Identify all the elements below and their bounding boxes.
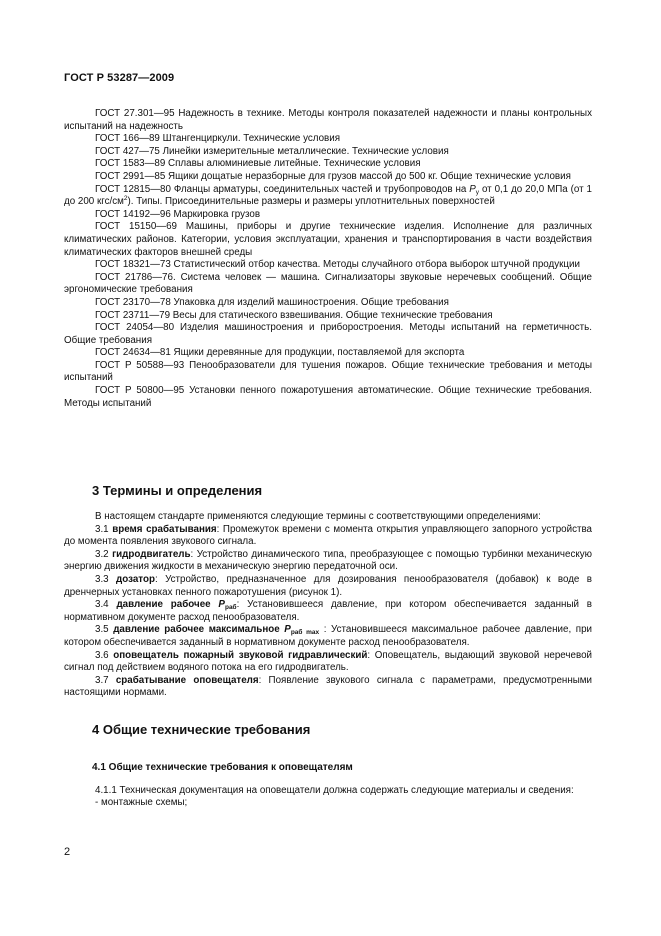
- term-definition: 3.5 давление рабочее максимальное $P_{раб max}$ : Установившееся максимальное рабочее давление, при котором обеспечивается заданный в нормативном документе расход пенообразователя.: [64, 624, 592, 648]
- paragraph: 4.1.1 Техническая документация на оповещатели должна содержать следующие материалы и сведения:: [95, 784, 574, 796]
- reference-item: ГОСТ 23170—78 Упаковка для изделий машиностроения. Общие требования: [95, 296, 449, 308]
- page-number: 2: [64, 846, 71, 858]
- term-definition: 3.6 оповещатель пожарный звуковой гидравлический: Оповещатель, выдающий звуковой неречевой сигнал под действием водяного потока на его гидродвигатель.: [64, 649, 592, 674]
- section-title: 3 Термины и определения: [92, 483, 263, 498]
- reference-item: ГОСТ 18321—73 Статистический отбор качества. Методы случайного отбора выборок штучной продукции: [95, 259, 580, 271]
- section-title: 4 Общие технические требования: [92, 722, 311, 737]
- section-3: [64, 483, 592, 700]
- reference-item: ГОСТ Р 50800—95 Установки пенного пожаротушения автоматические. Общие технические требования. Методы испытаний: [64, 385, 592, 409]
- reference-item: ГОСТ 24634—81 Ящики деревянные для продукции, поставляемой для экспорта: [95, 347, 465, 359]
- section-intro: В настоящем стандарте применяются следующие термины с соответствующими определениями:: [95, 511, 541, 522]
- document-header: ГОСТ Р 53287—2009: [64, 72, 175, 84]
- term-definition: 3.2 гидродвигатель: Устройство динамического типа, преобразующее с помощью турбинки механическую энергию движения жидкости в механическую энергию передаточной оси.: [64, 548, 593, 573]
- reference-item: ГОСТ 12815—80 Фланцы арматуры, соединительных частей и трубопроводов на $P_у$ от 0,1 до 20,0 МПа (от 1 до 200 кгс/$см^2$). Типы. Присоединительные размеры и размеры уплотнительных поверхностей: [64, 183, 592, 208]
- reference-item: ГОСТ 24054—80 Изделия машиностроения и приборостроения. Методы испытаний на герметичность. Общие требования: [64, 322, 592, 346]
- subsection-title: 4.1 Общие технические требования к оповещателям: [92, 762, 353, 773]
- term-definition: 3.3 дозатор: Устройство, предназначенное для дозирования пенообразователя (добавок) к воде в дренчерных установках пенного пожаротушения (рисунок 1).: [64, 573, 592, 598]
- normative-references: [64, 108, 592, 410]
- reference-item: ГОСТ 14192—96 Маркировка грузов: [95, 208, 261, 220]
- reference-item: ГОСТ 27.301—95 Надежность в технике. Методы контроля показателей надежности и планы контрольных испытаний на надежность: [64, 108, 592, 132]
- reference-item: ГОСТ 2991—85 Ящики дощатые неразборные для грузов массой до 500 кг. Общие технические условия: [95, 170, 571, 182]
- reference-item: ГОСТ 23711—79 Весы для статического взвешивания. Общие технические требования: [95, 309, 493, 321]
- reference-item: ГОСТ 427—75 Линейки измерительные металлические. Технические условия: [95, 145, 449, 157]
- reference-item: ГОСТ Р 50588—93 Пенообразователи для тушения пожаров. Общие технические требования и методы испытаний: [64, 359, 592, 384]
- reference-item: ГОСТ 21786—76. Система человек — машина. Сигнализаторы звуковые неречевых сообщений. Общие эргономические требования: [64, 271, 592, 296]
- term-definition: 3.1 время срабатывания: Промежуток времени с момента открытия управляющего запорного устройства до момента появления звукового сигнала.: [64, 523, 592, 548]
- reference-item: ГОСТ 15150—69 Машины, приборы и другие технические изделия. Исполнение для различных климатических районов. Категории, условия эксплуатации, хранения и транспортирования в части воздействия климатических факторов внешней среды: [64, 221, 592, 258]
- term-definition: 3.4 давление рабочее $P_{раб}$: Установившееся давление, при котором обеспечивается заданный в нормативном документе расход пенообразователя.: [64, 599, 592, 623]
- list-item: - монтажные схемы;: [95, 797, 188, 809]
- reference-item: ГОСТ 1583—89 Сплавы алюминиевые литейные. Технические условия: [95, 158, 421, 170]
- reference-item: ГОСТ 166—89 Штангенциркули. Технические условия: [95, 133, 341, 145]
- section-4: [64, 722, 592, 810]
- term-definition: 3.7 срабатывание оповещателя: Появление звукового сигнала с параметрами, предусмотренными настоящими нормами.: [64, 674, 592, 699]
